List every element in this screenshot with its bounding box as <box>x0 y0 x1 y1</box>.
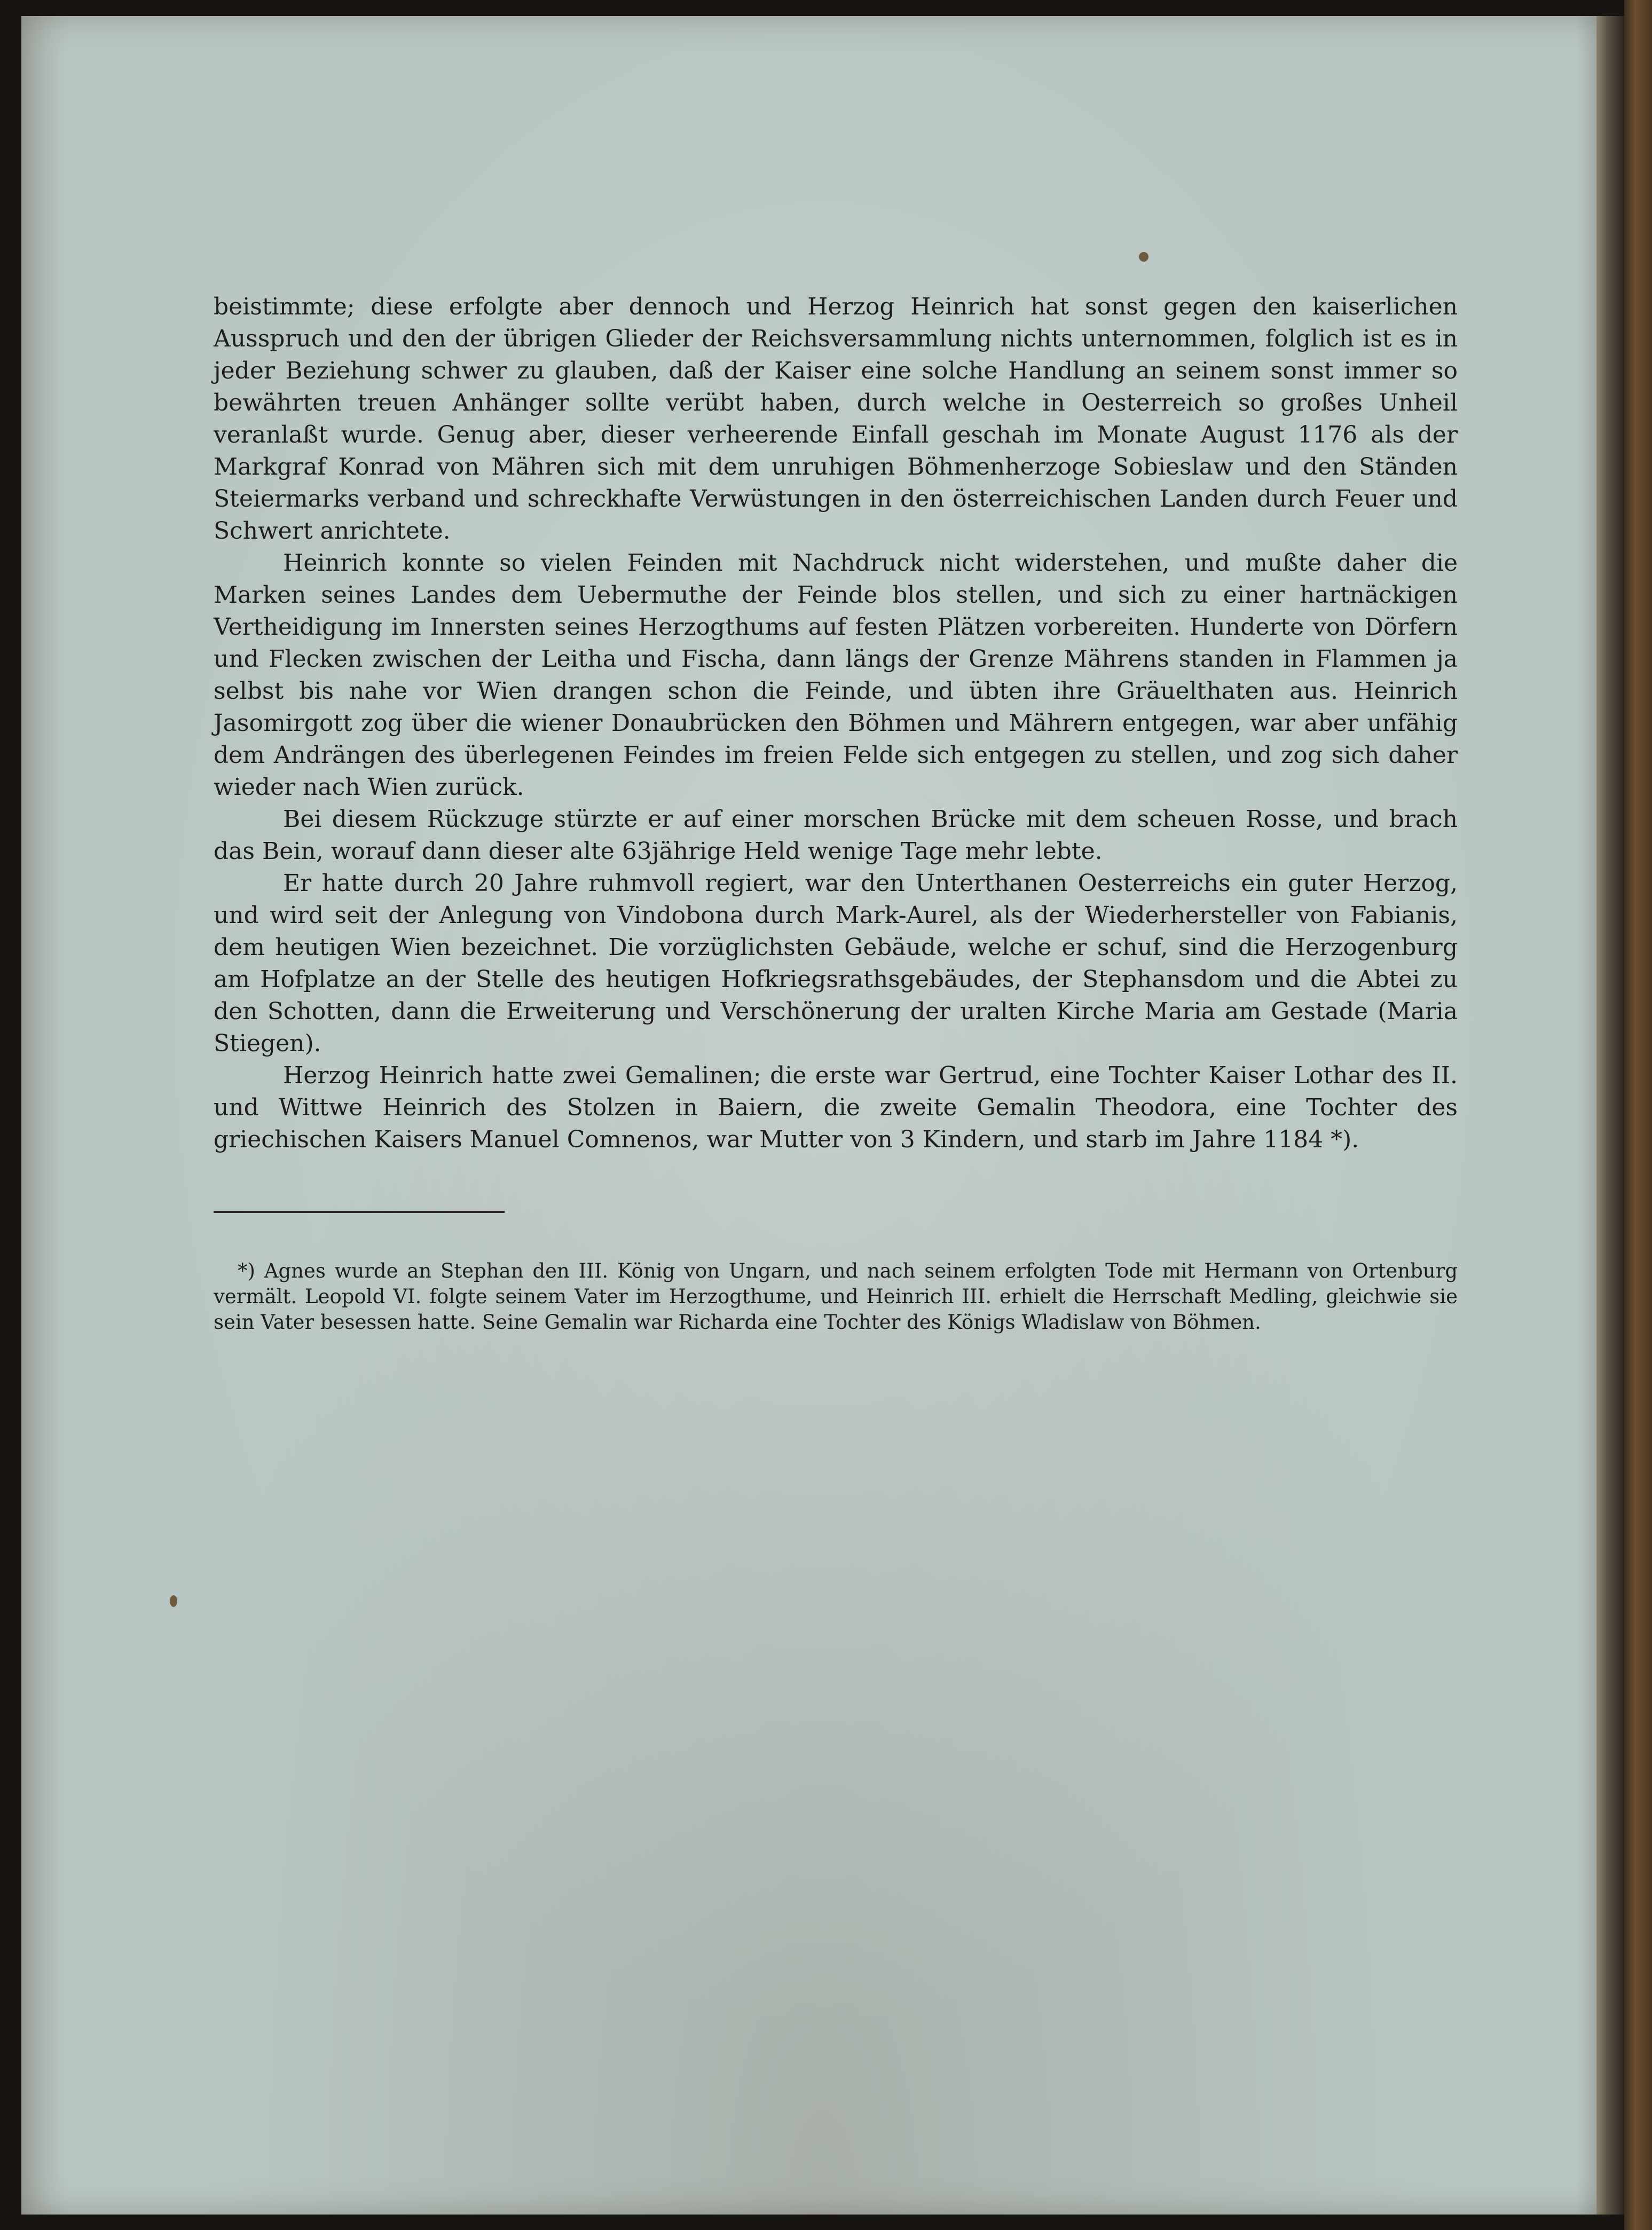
main-text <box>214 291 1458 1156</box>
paragraph: Er hatte durch 20 Jahre ruhmvoll regiert, war den Unterthanen Oesterreichs ein guter Herzog, und wird seit der Anlegung von Vindobona durch Mark-Aurel, als der Wiederhersteller von Fabianis, dem heutigen Wien bezeichnet. Die vorzüglichsten Gebäude, welche er schuf, sind die Herzogenburg am Hofplatze an der Stelle des heutigen Hofkriegsrathsgebäudes, der Stephansdom und die Abtei zu den Schotten, dann die Erweiterung und Verschönerung der uralten Kirche Maria am Gestade (Maria Stiegen). <box>214 870 1458 1057</box>
paragraph: Heinrich konnte so vielen Feinden mit Nachdruck nicht widerstehen, und mußte daher die Marken seines Landes dem Uebermuthe der Feinde blos stellen, und sich zu einer hartnäckigen Vertheidigung im Innersten seines Herzogthums auf festen Plätzen vorbereiten. Hunderte von Dörfern und Flecken zwischen der Leitha und Fischa, dann längs der Grenze Mährens standen in Flammen ja selbst bis nahe vor Wien drangen schon die Feinde, und übten ihre Gräuelthaten aus. Heinrich Jasomirgott zog über die wiener Donaubrücken den Böhmen und Mährern entgegen, war aber unfähig dem Andrängen des überlegenen Feindes im freien Felde sich entgegen zu stellen, und zog sich daher wieder nach Wien zurück. <box>214 549 1458 801</box>
book-edge <box>1624 0 1652 2230</box>
page-gutter <box>1596 16 1624 2215</box>
paragraph: Bei diesem Rückzuge stürzte er auf einer morschen Brücke mit dem scheuen Rosse, und brach das Bein, worauf dann dieser alte 63jährige Held wenige Tage mehr lebte. <box>214 806 1458 865</box>
paragraph: Herzog Heinrich hatte zwei Gemalinen; die erste war Gertrud, eine Tochter Kaiser Lothar des II. und Wittwe Heinrich des Stolzen in Baiern, die zweite Gemalin Theodora, eine Tochter des griechischen Kaisers Manuel Comnenos, war Mutter von 3 Kindern, und starb im Jahre 1184 *). <box>214 1062 1458 1153</box>
footnote: *) Agnes wurde an Stephan den III. König von Ungarn, und nach seinem erfolgten Tode mit Hermann von Ortenburg vermält. Leopold VI. folgte seinem Vater im Herzogthume, und Heinrich III. erhielt die Herrschaft Medling, gleichwie sie sein Vater besessen hatte. Seine Gemalin war Richarda eine Tochter des Königs Wladislaw von Böhmen. <box>214 1259 1458 1334</box>
paper-stain <box>1139 252 1148 262</box>
paragraph: beistimmte; diese erfolgte aber dennoch und Herzog Heinrich hat sonst gegen den kaiserlichen Ausspruch und den der übrigen Glieder der Reichsversammlung nichts unternommen, folglich ist es in jeder Beziehung schwer zu glauben, daß der Kaiser eine solche Handlung an seinem sonst immer so bewährten treuen Anhänger sollte verübt haben, durch welche in Oesterreich so großes Unheil veranlaßt wurde. Genug aber, dieser verheerende Einfall geschah im Monate August 1176 als der Markgraf Konrad von Mähren sich mit dem unruhigen Böhmenherzoge Sobieslaw und den Ständen Steiermarks verband und schreckhafte Verwüstungen in den österreichischen Landen durch Feuer und Schwert anrichtete. <box>214 293 1458 545</box>
paper-stain <box>170 1595 177 1607</box>
footnote-divider <box>214 1211 505 1213</box>
